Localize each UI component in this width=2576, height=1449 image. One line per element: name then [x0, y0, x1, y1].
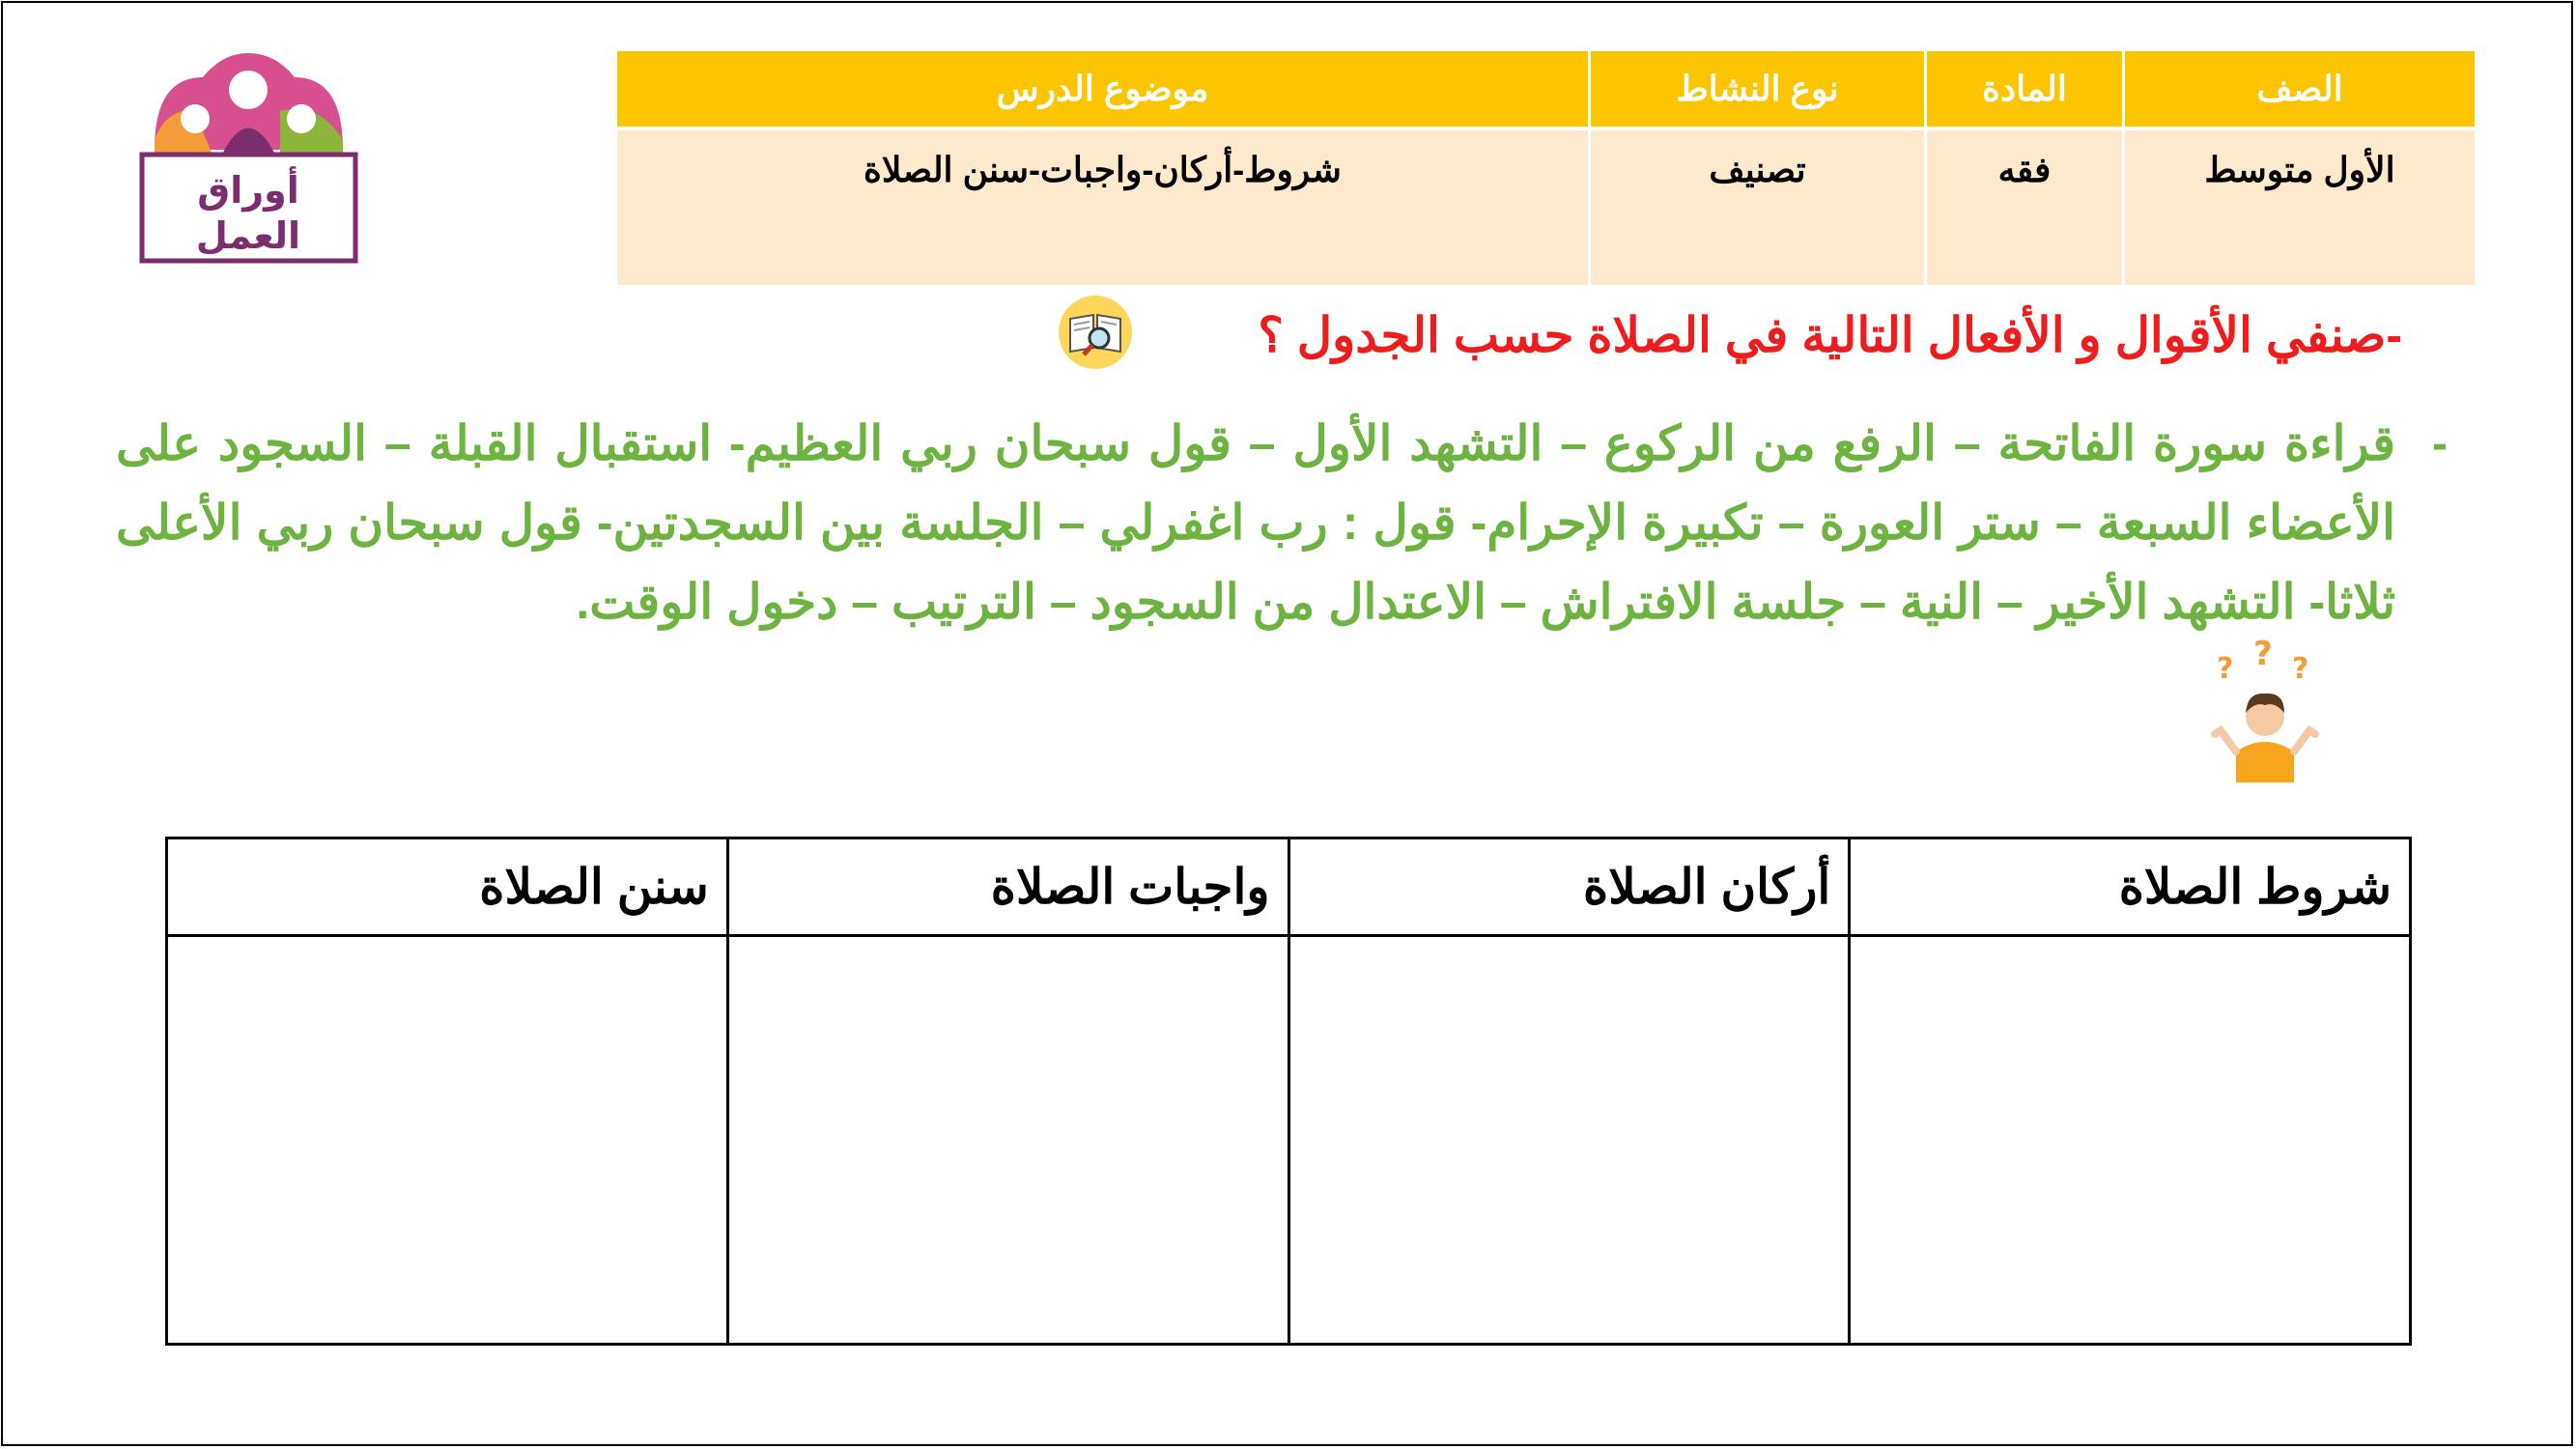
header-subject: المادة — [1926, 51, 2124, 128]
book-magnifier-icon — [1055, 294, 1136, 371]
column-header-conditions: شروط الصلاة — [1850, 838, 2411, 936]
value-lesson-topic: شروط-أركان-واجبات-سنن الصلاة — [616, 128, 1590, 285]
logo — [135, 34, 362, 266]
svg-text:?: ? — [2217, 652, 2234, 686]
svg-text:?: ? — [2292, 652, 2309, 686]
answer-cell-obligations[interactable] — [727, 936, 1288, 1345]
svg-text:?: ? — [2253, 638, 2273, 673]
column-header-pillars: أركان الصلاة — [1288, 838, 1850, 936]
classification-table — [165, 837, 2412, 1346]
terms-list: قراءة سورة الفاتحة – الرفع من الركوع – التشهد الأول – قول سبحان ربي العظيم- استقبال القبلة – السجود على الأعضاء السبعة – ستر العورة – تكبيرة الإحرام- قول : رب اغفرلي – الجلسة بين السجدتين- قول سبحان ربي الأعلى ثلاثا- التشهد الأخير – النية – جلسة الافتراش – الاعتدال من السجود – الترتيب – دخول الوقت. — [116, 416, 2395, 629]
logo-text-line2: العمل — [195, 214, 301, 257]
header-grade: الصف — [2124, 51, 2477, 128]
header-activity-type: نوع النشاط — [1590, 51, 1926, 128]
value-activity-type: تصنيف — [1590, 128, 1926, 285]
info-value-row — [616, 128, 2477, 285]
lesson-info-table — [614, 51, 2477, 285]
list-bullet: - — [2432, 418, 2448, 469]
thinking-person-icon — [2207, 638, 2323, 782]
value-subject: فقه — [1926, 128, 2124, 285]
classification-header-row — [167, 838, 2411, 936]
answer-cell-sunnahs[interactable] — [167, 936, 728, 1345]
column-header-sunnahs: سنن الصلاة — [167, 838, 728, 936]
column-header-obligations: واجبات الصلاة — [727, 838, 1288, 936]
instruction-text: -صنفي الأقوال و الأفعال التالية في الصلاة حسب الجدول ؟ — [1258, 308, 2402, 362]
classification-answer-row — [167, 936, 2411, 1345]
header-lesson-topic: موضوع الدرس — [616, 51, 1590, 128]
logo-text-line1: أوراق — [197, 169, 299, 212]
value-grade: الأول متوسط — [2124, 128, 2477, 285]
answer-cell-pillars[interactable] — [1288, 936, 1850, 1345]
answer-cell-conditions[interactable] — [1850, 936, 2411, 1345]
info-header-row — [616, 51, 2477, 128]
